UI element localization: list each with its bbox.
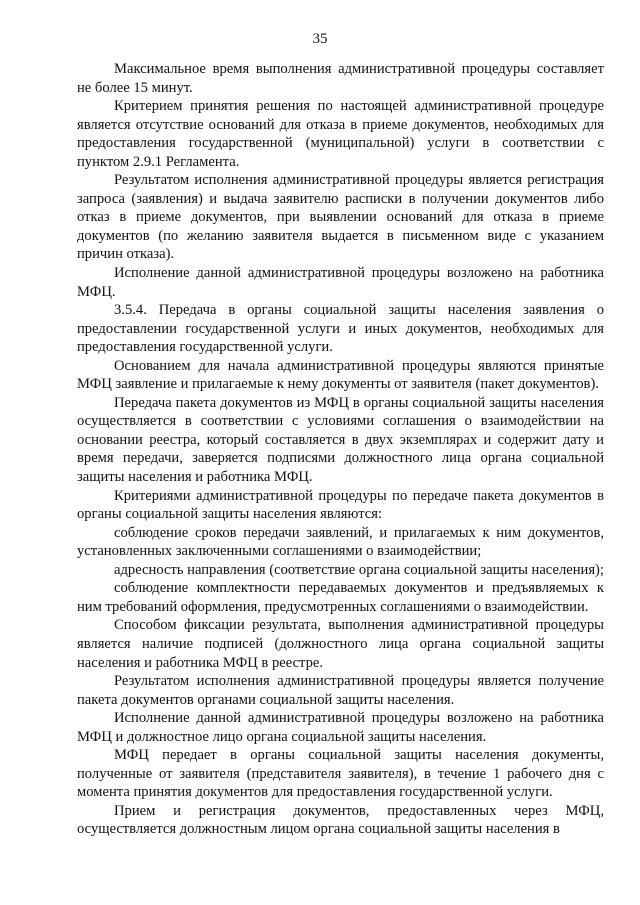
paragraph-procedure-result: Результатом исполнения административной процедуры является регистрация запроса (заявления) и выдача заявителю расписки в получении документов либо отказ в приеме документов, при выявлении оснований для отказа в приеме документов (по желанию заявителя выдается в письменном виде с указанием причин отказа). — [77, 172, 604, 263]
paragraph-mfc-transfer: МФЦ передает в органы социальной защиты населения документы, полученные от заявителя (представителя заявителя), в течение 1 рабочего дня с момента принятия документов для предоставления государственной услуги. — [77, 747, 604, 801]
paragraph-criteria-addressing: адресность направления (соответствие органа социальной защиты населения); — [114, 561, 604, 578]
paragraph-execution-responsible: Исполнение данной административной процедуры возложено на работника МФЦ и должностное лицо органа социальной защиты населения. — [77, 710, 604, 745]
paragraph-max-time: Максимальное время выполнения административной процедуры составляет не более 15 минут. — [77, 61, 604, 96]
paragraph-decision-criterion: Критерием принятия решения по настоящей административной процедуре является отсутствие оснований для отказа в приеме документов, необходимых для предоставления государственной (муниципальной) услуги в соответствии с пунктом 2.9.1 Регламента. — [77, 98, 604, 170]
section-heading-3-5-4: 3.5.4. Передача в органы социальной защиты населения заявления о предоставлении государственной услуги и иных документов, необходимых для предоставления государственной услуги. — [77, 302, 604, 356]
paragraph-execution-mfc: Исполнение данной административной процедуры возложено на работника МФЦ. — [77, 265, 604, 300]
paragraph-grounds: Основанием для начала административной процедуры являются принятые МФЦ заявление и прилагаемые к нему документы от заявителя (пакет документов). — [77, 357, 604, 393]
paragraph-criteria-intro: Критериями административной процедуры по передаче пакета документов в органы социальной защиты населения являются: — [77, 487, 604, 523]
page-number: 35 — [312, 31, 328, 47]
paragraph-criteria-completeness: соблюдение комплектности передаваемых документов и предъявляемых к ним требований оформления, предусмотренных соглашениями о взаимодействии. — [77, 580, 604, 615]
paragraph-fixation-method: Способом фиксации результата, выполнения административной процедуры является наличие подписей (должностного лица органа социальной защиты населения и работника МФЦ в реестре. — [77, 617, 604, 671]
paragraph-reception-registration: Прием и регистрация документов, предоставленных через МФЦ, осуществляется должностным лицом органа социальной защиты населения в — [77, 802, 604, 838]
paragraph-criteria-deadlines: соблюдение сроков передачи заявлений, и прилагаемых к ним документов, установленных заключенными соглашениями о взаимодействии; — [77, 524, 604, 560]
document-body — [77, 60, 604, 839]
paragraph-transfer-result: Результатом исполнения административной процедуры является получение пакета документов органами социальной защиты населения. — [77, 673, 604, 708]
paragraph-transfer-package: Передача пакета документов из МФЦ в органы социальной защиты населения осуществляется в соответствии с условиями соглашения о взаимодействии на основании реестра, который составляется в двух экземплярах и содержит дату и время передачи, заверяется подписями должностного лица органа социальной защиты населения и работника МФЦ. — [77, 394, 604, 486]
